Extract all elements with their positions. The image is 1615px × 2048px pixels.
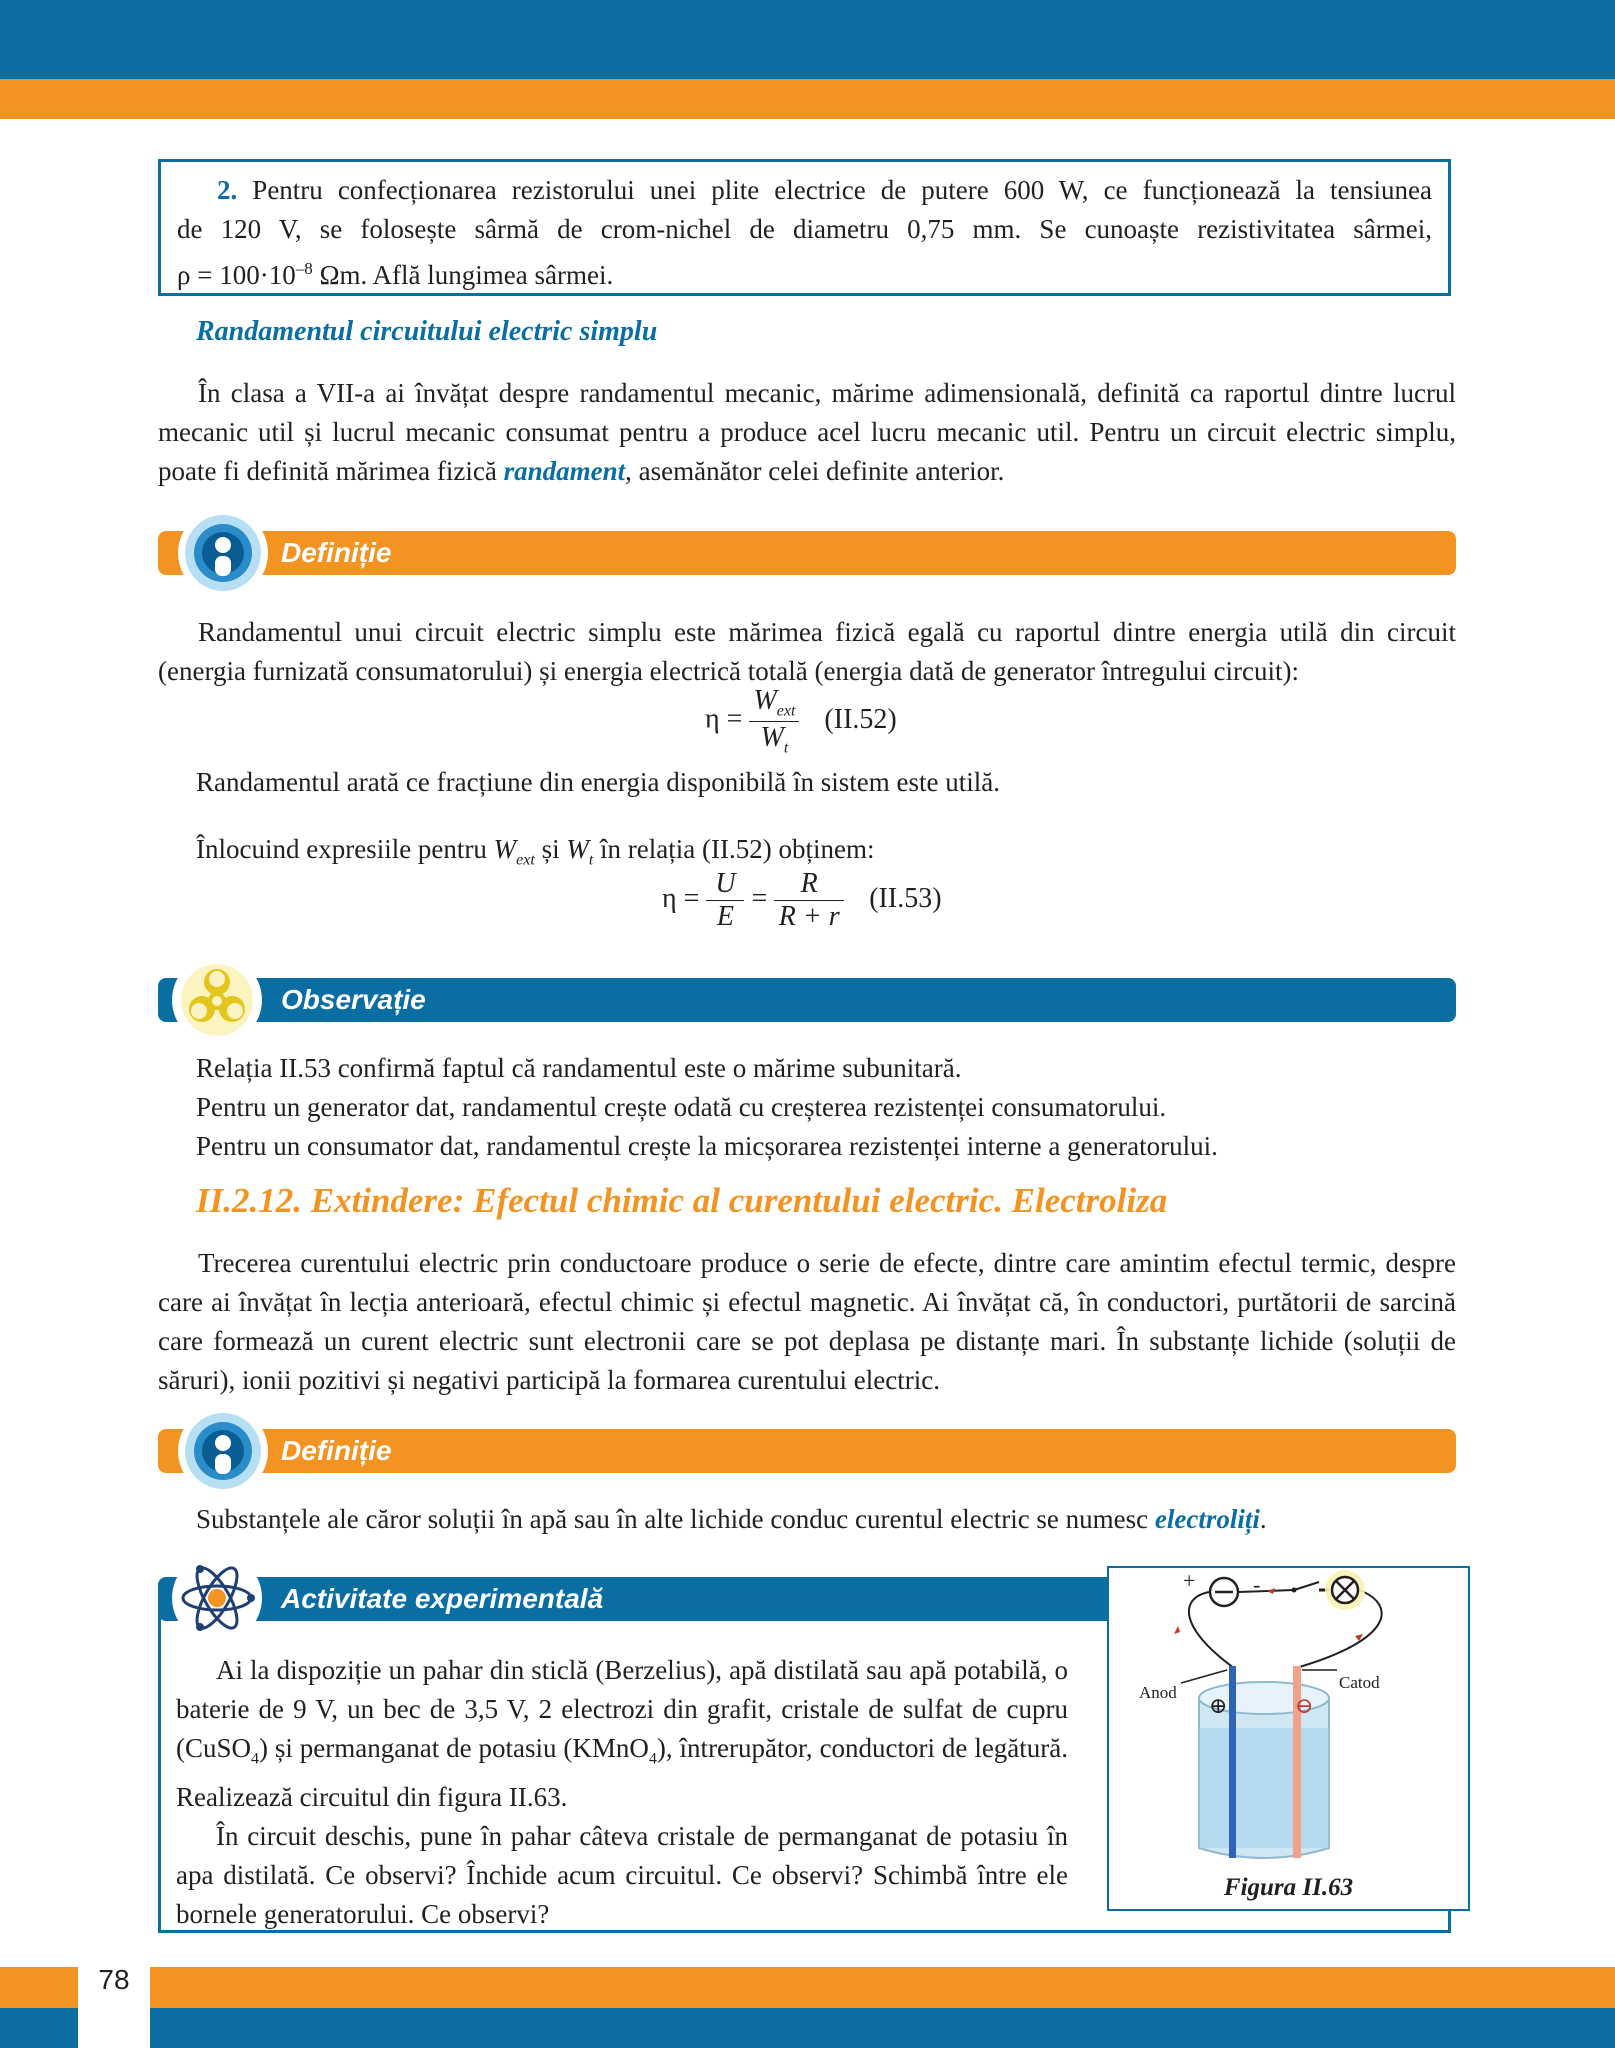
activitate-p1-b: ) și permanganat de potasiu (KMnO [259,1733,649,1763]
activitate-p1-a: Ai la dispoziție un pahar din sticlă (Berzelius), apă distilată sau apă potabilă, o baterie de 9 V, un bec de 3,5 V, 2 electrozi din grafit, cristale de sulfat de cupru (CuSO [176,1655,1068,1763]
definitie-icon-2 [178,1406,268,1496]
randament-subheading: Randamentul circuitului electric simplu [196,316,658,347]
observatie-band [158,978,1456,1022]
activitate-text [176,1651,1068,1934]
definitie-after-text: Randamentul arată ce fracțiune din energia disponibilă în sistem este utilă. [196,767,1000,797]
figure-ii63 [1107,1566,1470,1911]
formula53-f2-den: R + r [774,900,844,933]
formula53-eta: η = [662,882,700,914]
problem-text-1: Pentru confecționarea rezistorului unei plite electrice de putere 600 W, ce funcționează la tensiunea [252,175,1433,205]
activitate-p1-sub2: 4 [648,1750,657,1768]
activitate-paragraph-1 [176,1651,1068,1817]
definitie2-text-b: . [1259,1504,1267,1534]
definitie-band-2 [158,1429,1456,1473]
battery-minus-label: - [1253,1572,1261,1597]
randament-paragraph [158,374,1456,491]
electrolysis-diagram [1109,1568,1468,1868]
problem-question: Ωm. Află lungimea sârmei. [312,260,614,290]
den-sub: t [783,739,789,757]
formula-fraction [749,685,799,757]
page-number: 78 [98,1964,130,1995]
battery-plus-label: + [1183,1568,1196,1593]
inlocuind-b: și [534,834,567,864]
num-var: W [753,685,777,716]
definitie-label-1: Definiție [281,537,392,568]
formula53-f1-den: E [706,900,744,933]
observatie-line-1: Relația II.53 confirmă faptul că randamentul este o mărime subunitară. [196,1053,962,1083]
problem-line-2: de 120 V, se folosește sârmă de crom-nichel de diametru 0,75 mm. Se cunoaște rezistivitatea sârmei, [177,214,1432,244]
formula-denominator [749,721,799,758]
num-sub: ext [776,702,796,720]
observatie-icon [172,955,262,1045]
observatie-label: Observație [281,984,426,1015]
header-orange-band [0,79,1615,119]
inlocuind-w1-sub: ext [516,851,535,869]
catod-label: Catod [1339,1673,1380,1692]
formula53-fraction-1 [706,868,744,933]
definitie2-text-a: Substanțele ale căror soluții în apă sau în alte lichide conduc curentul electric se numesc [196,1504,1155,1534]
definitie2-term: electroliți [1154,1504,1260,1534]
problem-number: 2. [217,175,238,205]
atom-icon [172,1553,262,1643]
randament-text-b: , asemănător celei definite anterior. [625,456,1005,486]
header-blue-band [0,0,1615,79]
footer-orange-band [0,1967,1615,2008]
observatie-line-3: Pentru un consumator dat, randamentul crește la micșorarea rezistenței interne a generatorului. [196,1131,1218,1161]
footer-blue-band [0,2008,1615,2048]
formula-numerator [749,685,799,721]
den-var: W [760,721,784,753]
randament-text-a: În clasa a VII-a ai învățat despre randamentul mecanic, mărime adimensională, definită ca raportul dintre lucrul mecanic util și lucrul mecanic consumat pentru a produce acel lucru mecanic util. Pentru un circuit electric simplu, poate fi definită mărimea fizică [158,378,1456,486]
formula53-equals: = [751,882,768,914]
cathode-minus-symbol: ⊖ [1295,1693,1314,1718]
inlocuind-w1: W [493,834,517,864]
inlocuind-a: Înlocuind expresiile pentru [196,834,494,864]
definitie-band-1 [158,531,1456,575]
formula-label-ii52: (II.52) [824,703,897,735]
section-paragraph: Trecerea curentului electric prin conductoare produce o serie de efecte, dintre care amintim efectul termic, despre care ai învățat în lecția anterioară, efectul chimic și efectul magnetic. Ai învățat că, în conductori, purtătorii de sarcină care formează un curent electric sunt electronii care se pot deplasa pe distanțe mari. În substanțe lichide (soluții de săruri), ionii pozitivi și negativi participă la formarea curentului electric. [158,1248,1456,1395]
problem-exponent: –8 [295,259,313,278]
definitie-text-2 [196,1500,1456,1539]
section-title: II.2.12. Extindere: Efectul chimic al curentului electric. Electroliza [196,1181,1168,1220]
activitate-paragraph-2: În circuit deschis, pune în pahar câteva cristale de permanganat de potasiu în apa distilată. Ce observi? Închide acum circuitul. Ce observi? Schimbă între ele bornele generatorului. Ce observi? [176,1821,1068,1930]
formula-label-ii53: (II.53) [869,882,942,914]
figure-caption: Figura II.63 [1223,1874,1354,1901]
randament-term: randament [503,456,626,486]
activitate-p1-sub1: 4 [251,1750,260,1768]
formula53-fraction-2 [774,868,844,933]
definitie-text-1: Randamentul unui circuit electric simplu este mărimea fizică egală cu raportul dintre energia utilă din circuit (energia furnizată consumatorului) și energia electrică totală (energia dată de generator întregului circuit): [158,617,1456,686]
problem-line-1 [177,171,1432,210]
problem-box [158,159,1451,296]
definitie-label-2: Definiție [281,1435,392,1466]
definitie-icon-1 [178,508,268,598]
formula53-f2-num: R [800,868,818,899]
formula-ii52 [705,685,897,757]
formula-eta: η = [705,703,743,735]
anod-label: Anod [1139,1683,1177,1702]
inlocuind-c: în relația (II.52) obținem: [593,834,875,864]
activitate-p1-c: ), întrerupător, conductori de legătură. Realizează circuitul din figura II.63. [176,1733,1069,1813]
formula-ii53 [662,868,942,933]
inlocuind-w2-sub: t [588,851,594,869]
activitate-label: Activitate experimentală [281,1583,604,1614]
observatie-line-2: Pentru un generator dat, randamentul crește odată cu creșterea rezistenței consumatorului. [196,1092,1167,1122]
problem-line-3 [177,249,1432,295]
inlocuind-w2: W [566,834,589,864]
observatie-list [196,1049,1456,1166]
anode-plus-symbol: ⊕ [1209,1693,1228,1718]
problem-rho: ρ = 100·10 [177,260,296,290]
formula53-f1-num: U [715,868,736,899]
